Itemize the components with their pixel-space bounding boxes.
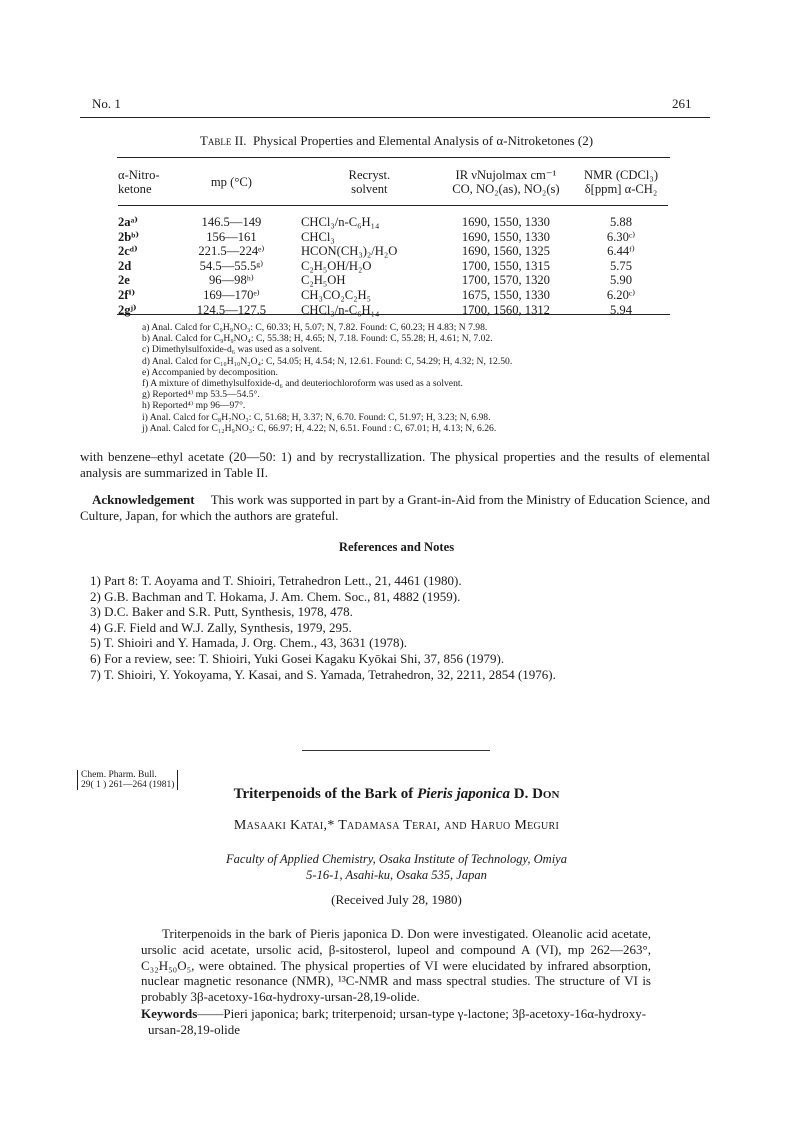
cell-ir: 1675, 1550, 1330 — [461, 287, 550, 302]
cell-ir: 1700, 1570, 1320 — [461, 273, 550, 288]
article-authors: Masaaki Katai,* Tadamasa Terai, and Haruo Meguri — [233, 818, 560, 833]
cell-nmr: 6.20ᶜ⁾ — [606, 287, 636, 302]
cell-mp: 221.5—224ᵉ⁾ — [198, 244, 265, 259]
footnote: e) Accompanied by decomposition. — [142, 366, 278, 378]
table-header-row — [118, 168, 668, 196]
reference-item: 2) G.B. Bachman and T. Hokama, J. Am. Chem. Soc., 81, 4882 (1959). — [90, 588, 461, 604]
cell-solvent: CHCl₃/n-C₆H₁₄ — [300, 302, 380, 317]
citation-journal: Chem. Pharm. Bull. — [81, 770, 157, 780]
properties-table — [118, 168, 668, 317]
cell-mp: 96—98ʰ⁾ — [208, 273, 254, 288]
cell-compound: 2fⁱ⁾ — [118, 287, 136, 302]
page-number: 261 — [672, 96, 692, 111]
footnote: b) Anal. Calcd for C₉H₉NO₄: C, 55.38; H, 4.65; N, 7.18. Found: C, 55.28; H, 4.61; N, 7.02. — [142, 333, 493, 345]
article-title: Triterpenoids of the Bark of Pieris japonica D. Don — [233, 786, 560, 802]
table-footnotes — [142, 322, 702, 434]
cell-nmr: 6.44ᶠ⁾ — [607, 244, 635, 259]
footnote: f) A mixture of dimethylsulfoxide-d₆ and deuteriochloroform was used as a solvent. — [142, 378, 463, 390]
footnote: j) Anal. Calcd for C₁₂H₉NO₃: C, 66.97; H, 4.22; N, 6.51. Found : C, 67.01; H, 4.13; N, 6.26. — [142, 422, 497, 434]
table-title: Physical Properties and Elemental Analysis of α-Nitroketones (2) — [253, 133, 594, 148]
keywords-label: Keywords — [141, 1006, 198, 1021]
cell-mp: 169—170ᵉ⁾ — [203, 287, 260, 302]
col-mp: mp (°C) — [210, 175, 252, 189]
cell-ir: 1690, 1560, 1325 — [461, 244, 550, 259]
reference-item: 4) G.F. Field and W.J. Zally, Synthesis, 1979, 295. — [90, 619, 352, 635]
received-date: (Received July 28, 1980) — [331, 892, 462, 907]
reference-item: 6) For a review, see: T. Shioiri, Yuki Gosei Kagaku Kyōkai Shi, 37, 856 (1979). — [90, 650, 505, 666]
footnote: d) Anal. Calcd for C₁₀H₁₀N₂O₄: C, 54.05; H, 4.54; N, 12.61. Found: C, 54.29; H, 4.32; N, 12.50. — [142, 355, 513, 367]
cell-compound: 2aᵃ⁾ — [118, 215, 139, 229]
cell-ir: 1690, 1550, 1330 — [461, 229, 550, 244]
col-solvent: Recryst. solvent — [348, 168, 391, 196]
abstract: Triterpenoids in the bark of Pieris japonica D. Don were investigated. Oleanolic acid acetate, ursolic acid acetate, ursolic acid, β-sitosterol, lupeol and compound A (VI), mp 262—263°, C₃₂H₅₀O₅, were obtained. The physical properties of VI were elucidated by infrared absorption, nuclear magnetic resonance (NMR), ¹³C-NMR and mass spectral studies. The structure of VI is probably 3β-acetoxy-16α-hydroxy-ursan-28,19-olide. — [141, 926, 651, 1005]
acknowledgement-text: This work was supported in part by a Grant-in-Aid from the Ministry of Education Science, and Culture, Japan, for which the authors are grateful. — [80, 492, 710, 523]
cell-nmr: 6.30ᶜ⁾ — [606, 229, 636, 244]
table-caption — [0, 133, 793, 149]
cell-nmr: 5.88 — [609, 215, 633, 229]
cell-nmr: 5.94 — [609, 302, 633, 317]
cell-solvent: C₂H₅OH/H₂O — [300, 258, 372, 273]
table-row — [118, 244, 668, 259]
cell-nmr: 5.75 — [609, 258, 633, 273]
col-ir: IR νNujolmax cm⁻¹ CO, NO₂(as), NO₂(s) — [452, 168, 560, 196]
table-body — [118, 215, 668, 317]
table-top-rule — [117, 157, 670, 158]
table-row — [118, 230, 668, 245]
keywords-text: ——Pieri japonica; bark; triterpenoid; ursan-type γ-lactone; 3β-acetoxy-16α-hydroxy-ursan-28,19-olide — [148, 1006, 647, 1037]
reference-item: 1) Part 8: T. Aoyama and T. Shioiri, Tetrahedron Lett., 21, 4461 (1980). — [90, 573, 462, 588]
col-nmr: NMR (CDCl₃) δ[ppm] α-CH₂ — [584, 168, 659, 196]
body-paragraph: with benzene–ethyl acetate (20—50: 1) and by recrystallization. The physical properties and the results of elemental analysis are summarized in Table II. — [80, 449, 710, 480]
reference-item: 3) D.C. Baker and S.R. Putt, Synthesis, 1978, 478. — [90, 604, 353, 620]
table-row — [118, 288, 668, 303]
species-name: Pieris japonica — [417, 786, 510, 802]
cell-compound: 2gʲ⁾ — [118, 302, 137, 317]
cell-solvent: CHCl₃ — [300, 229, 335, 244]
cell-solvent: HCON(CH₃)₂/H₂O — [300, 244, 398, 259]
header-rule — [80, 117, 710, 118]
references-heading: References and Notes — [338, 540, 455, 554]
footnote: i) Anal. Calcd for C₈H₇NO₃: C, 51.68; H, 3.37; N, 6.70. Found: C, 51.97; H, 3.23; N, 6.98. — [142, 411, 491, 423]
table-bottom-rule — [117, 314, 670, 315]
citation-volume: 29( 1 ) 261—264 (1981) — [81, 780, 175, 790]
cell-nmr: 5.90 — [609, 273, 633, 288]
cell-mp: 54.5—55.5ᵍ⁾ — [199, 258, 264, 273]
footnote: h) Reported⁴⁾ mp 96—97°. — [142, 400, 246, 412]
table-row — [118, 215, 668, 230]
cell-compound: 2bᵇ⁾ — [118, 229, 140, 244]
table-row — [118, 273, 668, 288]
cell-ir: 1700, 1560, 1312 — [461, 302, 550, 317]
cell-mp: 156—161 — [206, 229, 257, 244]
article-separator — [302, 750, 490, 751]
cell-compound: 2d — [118, 258, 132, 273]
reference-item: 5) T. Shioiri and Y. Hamada, J. Org. Chem., 43, 3631 (1978). — [90, 635, 408, 651]
table-label: Table II. — [199, 133, 247, 148]
footnote: a) Anal. Calcd for C₉H₉NO₃: C, 60.33; H, 5.07; N, 7.82. Found: C, 60.23; H 4.83; N 7.98. — [142, 322, 488, 333]
cell-compound: 2cᵈ⁾ — [118, 244, 138, 259]
reference-item: 7) T. Shioiri, Y. Yokoyama, Y. Kasai, and S. Yamada, Tetrahedron, 32, 2211, 2854 (1976). — [90, 666, 556, 682]
acknowledgement — [80, 492, 710, 523]
cell-ir: 1700, 1550, 1315 — [461, 258, 550, 273]
col-compound: α-Nitro- ketone — [118, 168, 160, 196]
article-affiliation: Faculty of Applied Chemistry, Osaka Institute of Technology, Omiya 5-16-1, Asahi-ku, Osaka 535, Japan — [226, 852, 567, 882]
cell-solvent: CHCl₃/n-C₆H₁₄ — [300, 215, 380, 229]
cell-solvent: CH₃CO₂C₂H₅ — [300, 287, 371, 302]
cell-compound: 2e — [118, 273, 130, 288]
journal-issue: No. 1 — [92, 96, 121, 111]
cell-ir: 1690, 1550, 1330 — [461, 215, 550, 229]
footnote: g) Reported⁴⁾ mp 53.5—54.5°. — [142, 389, 260, 401]
acknowledgement-heading: Acknowledgement — [92, 492, 195, 507]
keywords — [141, 1006, 658, 1038]
references-list — [90, 573, 556, 682]
cell-mp: 146.5—149 — [201, 215, 262, 229]
cell-solvent: C₂H₅OH — [300, 273, 346, 288]
footnote: c) Dimethylsulfoxide-d₆ was used as a solvent. — [142, 344, 322, 356]
table-row — [118, 259, 668, 274]
cell-mp: 124.5—127.5 — [196, 302, 267, 317]
